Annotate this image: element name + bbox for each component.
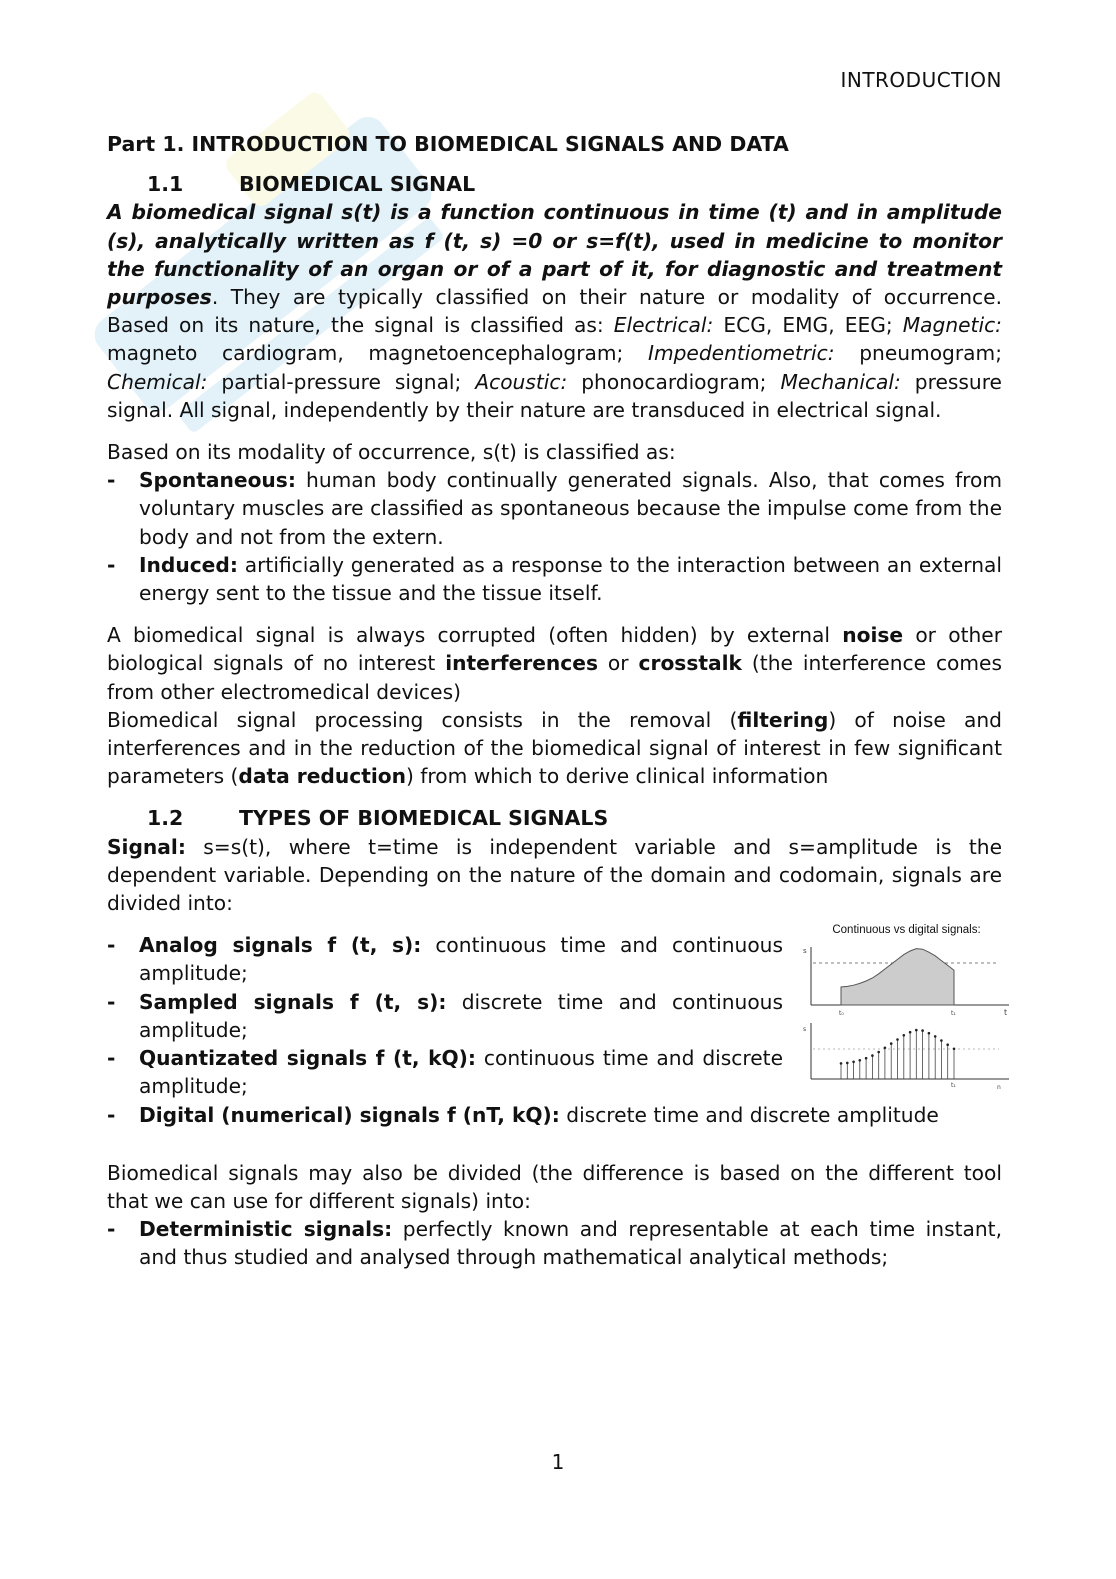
term-data-reduction: data reduction bbox=[238, 764, 407, 789]
section-number: 1.1 bbox=[147, 172, 184, 197]
division-list bbox=[107, 1215, 1002, 1271]
page-number: 1 bbox=[551, 1450, 565, 1474]
list-item: - Analog signals f (t, s): continuous time and continuous amplitude; bbox=[107, 931, 1002, 987]
section-title: BIOMEDICAL SIGNAL bbox=[239, 172, 476, 197]
page-content bbox=[107, 130, 1008, 1272]
list-item: - Spontaneous: human body continually generated signals. Also, that comes from voluntary muscles are classified as spontaneous because the impulse come from the body and not from the extern. bbox=[107, 466, 1002, 551]
term-noise: noise bbox=[842, 623, 904, 648]
division-intro: Biomedical signals may also be divided (the difference is based on the different tool that we can use for different signals) into: bbox=[107, 1160, 1002, 1213]
list-item: - Deterministic signals: perfectly known and representable at each time instant, and thus studied and analysed through mathematical analytical methods; bbox=[107, 1215, 1002, 1271]
section-title: TYPES OF BIOMEDICAL SIGNALS bbox=[239, 806, 609, 831]
section-number: 1.2 bbox=[147, 806, 184, 831]
top-y-label: s bbox=[803, 947, 807, 956]
list-item: - Induced: artificially generated as a response to the interaction between an external energy sent to the tissue and the tissue itself. bbox=[107, 551, 1002, 607]
noise-paragraph: A biomedical signal is always corrupted (often hidden) by external noise or other biological signals of no interest interferences or crosstalk (the interference comes from other electromedical devices) bbox=[107, 623, 1002, 704]
part-title: Part 1. INTRODUCTION TO BIOMEDICAL SIGNALS AND DATA bbox=[107, 132, 789, 156]
definition-text: A biomedical signal s(t) is a function continuous in time (t) and in amplitude (s), analytically written as f (t, s) =0 or s=f(t), used in medicine to monitor the functionality of an organ or of a part of it, for diagnostic and treatment purposes bbox=[107, 200, 1002, 310]
modality-list bbox=[107, 466, 1002, 607]
list-item: - Quantizated signals f (t, kQ): continuous time and discrete amplitude; bbox=[107, 1044, 1002, 1100]
term-interferences: interferences bbox=[445, 651, 598, 676]
definition-paragraph: A biomedical signal s(t) is a function continuous in time (t) and in amplitude (s), analytically written as f (t, s) =0 or s=f(t), used in medicine to monitor the functionality of an organ or of a part of it, for diagnostic and treatment purposes. They are typically classified on their nature or modality of occurrence. Based on its nature, the signal is classified as: Electrical: ECG, EMG, EEG; Magnetic: magneto cardiogram, magnetoencephalogram; Impedentiometric: pneumogram; Chemical: partial-pressure signal; Acoustic: phonocardiogram; Mechanical: pressure signal. All signal, independently by their nature are transduced in electrical signal. bbox=[107, 200, 1002, 422]
signal-definition: Signal: s=s(t), where t=time is independent variable and s=amplitude is the dependent variable. Depending on the nature of the domain and codomain, signals are divided into: bbox=[107, 834, 1002, 916]
list-item: - Sampled signals f (t, s): discrete time and continuous amplitude; bbox=[107, 988, 1002, 1044]
category-acoustic: Acoustic: bbox=[475, 369, 568, 394]
category-electrical: Electrical: bbox=[613, 313, 714, 338]
running-header: INTRODUCTION bbox=[840, 68, 1002, 92]
section-heading-1-1 bbox=[107, 170, 1002, 198]
category-mechanical: Mechanical: bbox=[780, 369, 901, 394]
top-t1-label: t₁ bbox=[951, 1010, 956, 1018]
top-x-label: t bbox=[1004, 1008, 1008, 1018]
category-impedentiometric: Impedentiometric: bbox=[647, 341, 835, 366]
list-item: - Digital (numerical) signals f (nT, kQ): discrete time and discrete amplitude bbox=[107, 1101, 1002, 1129]
bottom-y-label: s bbox=[803, 1026, 807, 1034]
signal-types-list bbox=[107, 931, 1002, 1128]
category-magnetic: Magnetic: bbox=[902, 313, 1002, 338]
section-heading-1-2 bbox=[107, 804, 1002, 832]
term-crosstalk: crosstalk bbox=[638, 651, 742, 676]
modality-intro: Based on its modality of occurrence, s(t) is classified as: bbox=[107, 440, 676, 465]
figure-title: Continuous vs digital signals: bbox=[832, 924, 981, 937]
bottom-x-label: n bbox=[997, 1084, 1001, 1092]
processing-paragraph: Biomedical signal processing consists in the removal (filtering) of noise and interferences and in the reduction of the biomedical signal of interest in few significant parameters (data reduction) from which to derive clinical information bbox=[107, 707, 1002, 789]
term-filtering: filtering bbox=[737, 707, 829, 732]
category-chemical: Chemical: bbox=[107, 369, 208, 394]
bottom-t-label: t₁ bbox=[951, 1082, 956, 1090]
top-t0-label: t₀ bbox=[839, 1010, 844, 1018]
